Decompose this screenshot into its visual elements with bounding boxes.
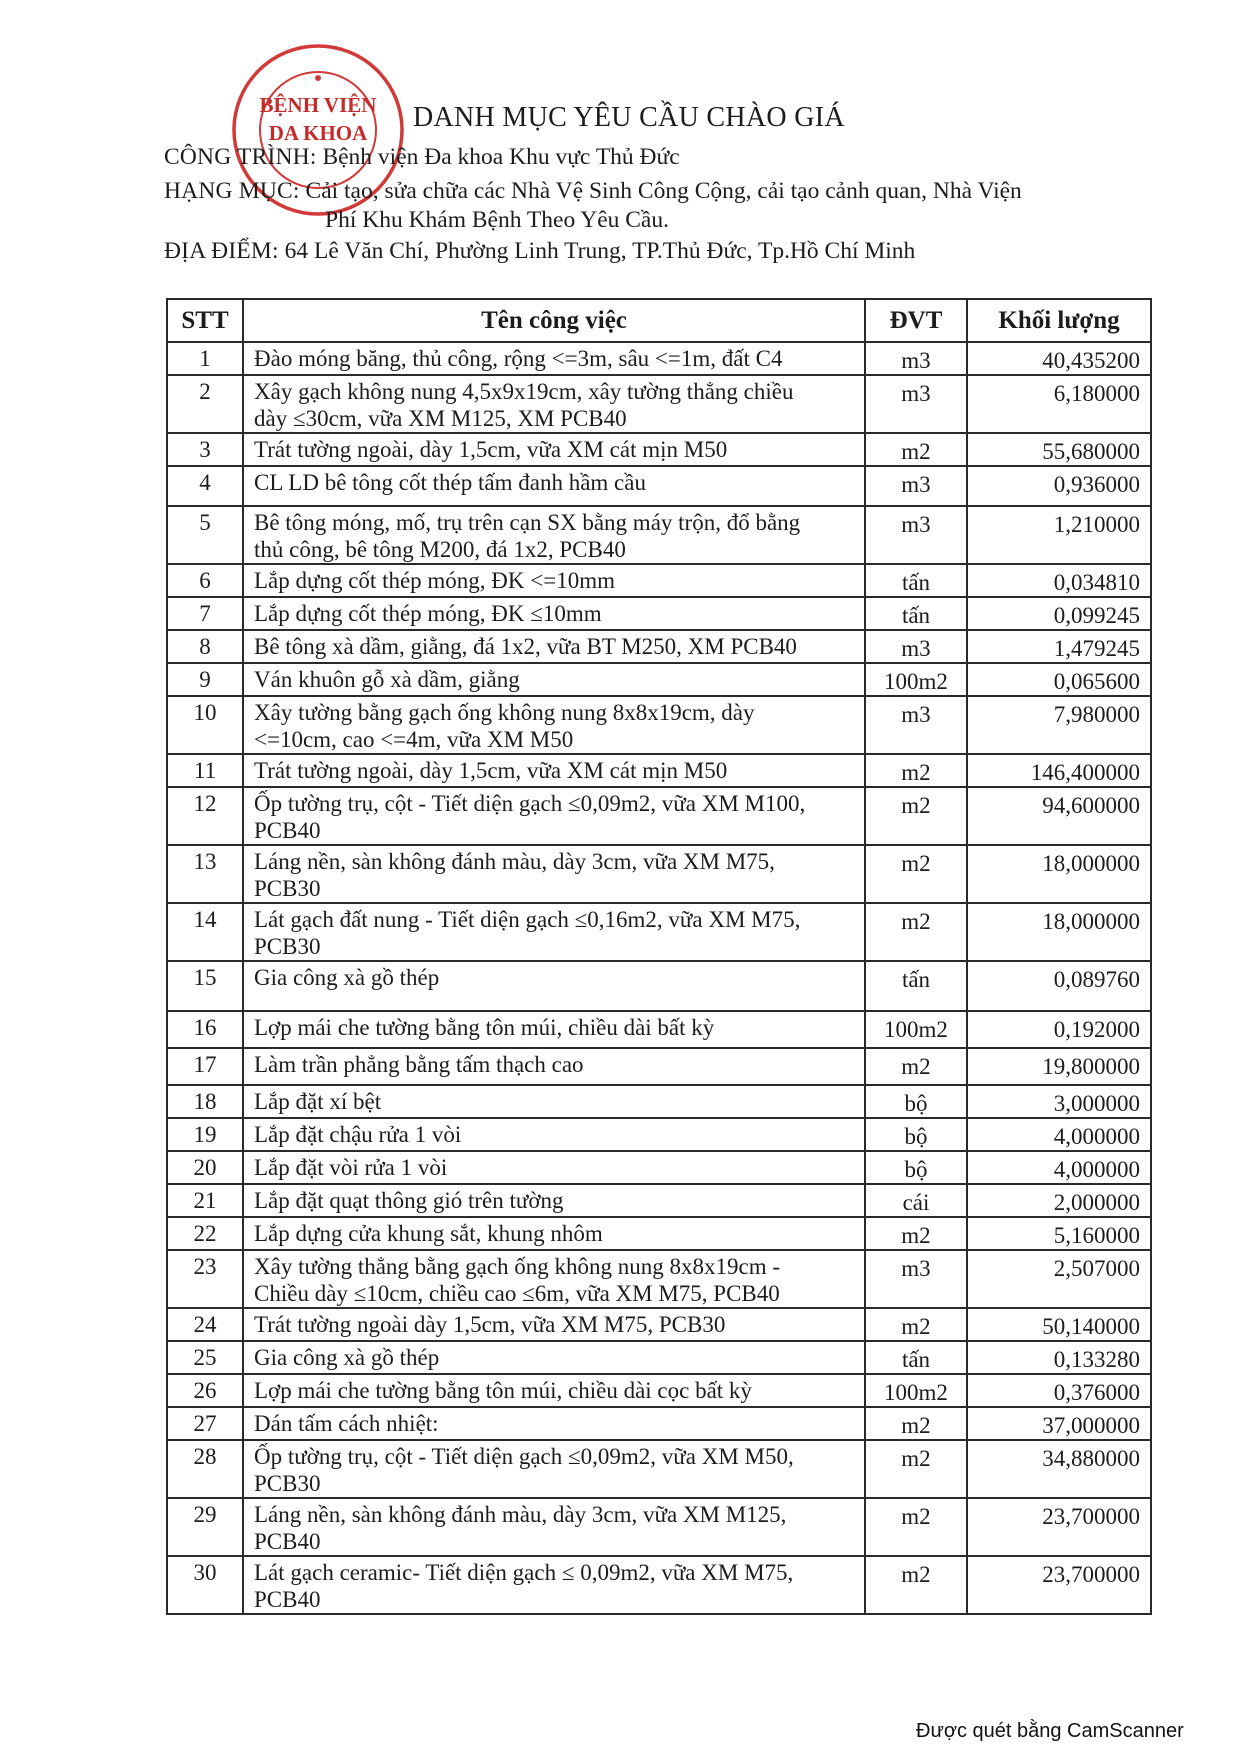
cell-stt: 7 xyxy=(167,597,243,630)
cell-stt: 21 xyxy=(167,1184,243,1217)
stamp-line2: DA KHOA xyxy=(268,121,368,145)
work-items-table xyxy=(166,298,1152,1615)
cell-qty: 1,210000 xyxy=(967,506,1151,564)
cell-unit: m3 xyxy=(865,375,967,433)
cell-unit: m3 xyxy=(865,506,967,564)
cell-unit: cái xyxy=(865,1184,967,1217)
cell-name-line: Trát tường ngoài dày 1,5cm, vữa XM M75, PCB30 xyxy=(254,1312,726,1337)
cell-name-line: Lợp mái che tường bằng tôn múi, chiều dài cọc bất kỳ xyxy=(254,1378,752,1403)
cell-qty: 0,133280 xyxy=(967,1341,1151,1374)
cell-unit: bộ xyxy=(865,1118,967,1151)
cell-name xyxy=(243,1341,865,1374)
cell-qty: 2,000000 xyxy=(967,1184,1151,1217)
cell-name-line: Ván khuôn gỗ xà dầm, giằng xyxy=(254,667,520,692)
cell-name xyxy=(243,597,865,630)
cell-qty: 50,140000 xyxy=(967,1308,1151,1341)
cell-unit: m2 xyxy=(865,903,967,961)
cell-name-line: Đào móng băng, thủ công, rộng <=3m, sâu <=1m, đất C4 xyxy=(254,346,783,371)
stamp-line1: BỆNH VIỆN xyxy=(259,93,377,117)
cell-unit: m2 xyxy=(865,1217,967,1250)
cell-stt: 12 xyxy=(167,787,243,845)
cell-unit: tấn xyxy=(865,961,967,1011)
cell-name xyxy=(243,506,865,564)
cell-name-line: Lắp đặt chậu rửa 1 vòi xyxy=(254,1122,462,1147)
cell-stt: 13 xyxy=(167,845,243,903)
table-row xyxy=(167,1407,1151,1440)
cell-name-line: Lát gạch đất nung - Tiết diện gạch ≤0,16m2, vữa XM M75, xyxy=(254,907,801,932)
cell-name-line: CL LD bê tông cốt thép tấm đanh hầm cầu xyxy=(254,470,646,495)
cell-stt: 1 xyxy=(167,342,243,375)
cell-name xyxy=(243,564,865,597)
cell-name-line: <=10cm, cao <=4m, vữa XM M50 xyxy=(254,727,574,752)
cell-unit: m3 xyxy=(865,1250,967,1308)
cell-name xyxy=(243,1250,865,1308)
cell-qty: 146,400000 xyxy=(967,754,1151,787)
location-value: 64 Lê Văn Chí, Phường Linh Trung, TP.Thủ Đức, Tp.Hồ Chí Minh xyxy=(284,238,916,264)
cell-name xyxy=(243,961,865,1011)
table-row xyxy=(167,845,1151,903)
cell-stt: 25 xyxy=(167,1341,243,1374)
cell-unit: m2 xyxy=(865,433,967,466)
cell-name xyxy=(243,1184,865,1217)
table-row xyxy=(167,1440,1151,1498)
cell-stt: 30 xyxy=(167,1556,243,1614)
cell-name-line: Trát tường ngoài, dày 1,5cm, vữa XM cát mịn M50 xyxy=(254,437,728,462)
table-row xyxy=(167,1308,1151,1341)
cell-qty: 19,800000 xyxy=(967,1048,1151,1085)
cell-unit: m3 xyxy=(865,342,967,375)
cell-stt: 24 xyxy=(167,1308,243,1341)
cell-unit: m2 xyxy=(865,754,967,787)
cell-qty: 18,000000 xyxy=(967,903,1151,961)
cell-name-line: Xây gạch không nung 4,5x9x19cm, xây tường thẳng chiều xyxy=(254,379,794,404)
cell-unit: tấn xyxy=(865,1341,967,1374)
table-row xyxy=(167,903,1151,961)
cell-qty: 5,160000 xyxy=(967,1217,1151,1250)
cell-name-line: PCB30 xyxy=(254,1471,321,1496)
cell-qty: 0,099245 xyxy=(967,597,1151,630)
cell-stt: 23 xyxy=(167,1250,243,1308)
construction-label: CÔNG TRÌNH: xyxy=(164,144,317,170)
cell-name-line: dày ≤30cm, vữa XM M125, XM PCB40 xyxy=(254,406,627,431)
construction-line xyxy=(164,143,680,171)
cell-name xyxy=(243,1011,865,1048)
table-row xyxy=(167,375,1151,433)
cell-stt: 16 xyxy=(167,1011,243,1048)
cell-name-line: thủ công, bê tông M200, đá 1x2, PCB40 xyxy=(254,537,626,562)
cell-name-line: Bê tông móng, mố, trụ trên cạn SX bằng máy trộn, đổ bằng xyxy=(254,510,801,535)
header-qty: Khối lượng xyxy=(967,299,1151,342)
table-row xyxy=(167,433,1151,466)
table-row xyxy=(167,1217,1151,1250)
cell-stt: 22 xyxy=(167,1217,243,1250)
cell-name xyxy=(243,1407,865,1440)
cell-name xyxy=(243,1440,865,1498)
cell-name-line: Trát tường ngoài, dày 1,5cm, vữa XM cát mịn M50 xyxy=(254,758,728,783)
cell-name xyxy=(243,754,865,787)
cell-stt: 18 xyxy=(167,1085,243,1118)
cell-unit: 100m2 xyxy=(865,663,967,696)
cell-stt: 4 xyxy=(167,466,243,506)
item-label: HẠNG MỤC: xyxy=(164,178,300,204)
cell-stt: 26 xyxy=(167,1374,243,1407)
cell-qty: 23,700000 xyxy=(967,1556,1151,1614)
cell-stt: 6 xyxy=(167,564,243,597)
table-row xyxy=(167,754,1151,787)
construction-value: Bệnh viện Đa khoa Khu vực Thủ Đức xyxy=(322,144,680,170)
cell-qty: 0,034810 xyxy=(967,564,1151,597)
cell-name-line: Ốp tường trụ, cột - Tiết diện gạch ≤0,09m2, vữa XM M100, xyxy=(254,791,806,816)
cell-qty: 0,192000 xyxy=(967,1011,1151,1048)
cell-unit: m2 xyxy=(865,845,967,903)
cell-name-line: Dán tấm cách nhiệt: xyxy=(254,1411,439,1436)
table-row xyxy=(167,1184,1151,1217)
header-name: Tên công việc xyxy=(243,299,865,342)
cell-name-line: Lắp đặt quạt thông gió trên tường xyxy=(254,1188,564,1213)
cell-name-line: Lát gạch ceramic- Tiết diện gạch ≤ 0,09m2, vữa XM M75, xyxy=(254,1560,794,1585)
cell-unit: m3 xyxy=(865,466,967,506)
cell-name-line: Bê tông xà dầm, giằng, đá 1x2, vữa BT M250, XM PCB40 xyxy=(254,634,797,659)
cell-stt: 9 xyxy=(167,663,243,696)
cell-qty: 1,479245 xyxy=(967,630,1151,663)
cell-name xyxy=(243,1151,865,1184)
table-body xyxy=(167,342,1151,1614)
cell-stt: 11 xyxy=(167,754,243,787)
cell-name xyxy=(243,903,865,961)
cell-qty: 40,435200 xyxy=(967,342,1151,375)
table-row xyxy=(167,1048,1151,1085)
location-line xyxy=(164,237,915,265)
cell-stt: 15 xyxy=(167,961,243,1011)
cell-name-line: Láng nền, sàn không đánh màu, dày 3cm, vữa XM M75, xyxy=(254,849,775,874)
cell-qty: 4,000000 xyxy=(967,1118,1151,1151)
cell-stt: 3 xyxy=(167,433,243,466)
cell-qty: 0,376000 xyxy=(967,1374,1151,1407)
item-line xyxy=(164,177,1022,205)
location-label: ĐỊA ĐIỂM: xyxy=(164,238,279,264)
cell-unit: m3 xyxy=(865,696,967,754)
cell-qty: 34,880000 xyxy=(967,1440,1151,1498)
cell-unit: m2 xyxy=(865,1498,967,1556)
cell-name-line: Lắp dựng cửa khung sắt, khung nhôm xyxy=(254,1221,603,1246)
cell-stt: 5 xyxy=(167,506,243,564)
cell-unit: tấn xyxy=(865,597,967,630)
cell-qty: 94,600000 xyxy=(967,787,1151,845)
table-row xyxy=(167,1556,1151,1614)
cell-name-line: Lắp dựng cốt thép móng, ĐK ≤10mm xyxy=(254,601,602,626)
cell-unit: m2 xyxy=(865,787,967,845)
cell-unit: bộ xyxy=(865,1151,967,1184)
cell-stt: 28 xyxy=(167,1440,243,1498)
cell-qty: 37,000000 xyxy=(967,1407,1151,1440)
cell-name-line: Ốp tường trụ, cột - Tiết diện gạch ≤0,09m2, vữa XM M50, xyxy=(254,1444,794,1469)
cell-name-line: Lắp đặt vòi rửa 1 vòi xyxy=(254,1155,448,1180)
cell-name xyxy=(243,845,865,903)
cell-stt: 17 xyxy=(167,1048,243,1085)
cell-qty: 0,065600 xyxy=(967,663,1151,696)
table-row xyxy=(167,696,1151,754)
cell-name-line: Chiều dày ≤10cm, chiều cao ≤6m, vữa XM M75, PCB40 xyxy=(254,1281,780,1306)
cell-name xyxy=(243,1556,865,1614)
cell-qty: 3,000000 xyxy=(967,1085,1151,1118)
table-row xyxy=(167,597,1151,630)
cell-qty: 18,000000 xyxy=(967,845,1151,903)
table-row xyxy=(167,1151,1151,1184)
cell-name-line: Gia công xà gồ thép xyxy=(254,1345,440,1370)
cell-name-line: Lắp đặt xí bệt xyxy=(254,1089,382,1114)
cell-qty: 2,507000 xyxy=(967,1250,1151,1308)
table-row xyxy=(167,506,1151,564)
cell-stt: 14 xyxy=(167,903,243,961)
cell-name xyxy=(243,696,865,754)
table-row xyxy=(167,1341,1151,1374)
cell-unit: 100m2 xyxy=(865,1374,967,1407)
cell-qty: 4,000000 xyxy=(967,1151,1151,1184)
table-row xyxy=(167,787,1151,845)
table-row xyxy=(167,961,1151,1011)
scanner-watermark: Được quét bằng CamScanner xyxy=(916,1720,1184,1742)
cell-qty: 55,680000 xyxy=(967,433,1151,466)
cell-name xyxy=(243,663,865,696)
cell-name-line: Lắp dựng cốt thép móng, ĐK <=10mm xyxy=(254,568,616,593)
cell-stt: 10 xyxy=(167,696,243,754)
cell-unit: tấn xyxy=(865,564,967,597)
cell-name-line: Gia công xà gồ thép xyxy=(254,965,440,990)
table-row xyxy=(167,466,1151,506)
cell-name-line: Xây tường thẳng bằng gạch ống không nung 8x8x19cm - xyxy=(254,1254,781,1279)
cell-unit: m3 xyxy=(865,630,967,663)
cell-qty: 0,089760 xyxy=(967,961,1151,1011)
cell-name-line: PCB30 xyxy=(254,934,321,959)
cell-name xyxy=(243,375,865,433)
cell-stt: 29 xyxy=(167,1498,243,1556)
cell-name xyxy=(243,342,865,375)
table-header-row xyxy=(167,299,1151,342)
cell-stt: 19 xyxy=(167,1118,243,1151)
cell-name xyxy=(243,787,865,845)
cell-unit: m2 xyxy=(865,1407,967,1440)
table-row xyxy=(167,1498,1151,1556)
cell-unit: 100m2 xyxy=(865,1011,967,1048)
cell-name-line: Xây tường bằng gạch ống không nung 8x8x19cm, dày xyxy=(254,700,755,725)
document-title: DANH MỤC YÊU CẦU CHÀO GIÁ xyxy=(413,102,845,133)
item-value-line2: Phí Khu Khám Bệnh Theo Yêu Cầu. xyxy=(325,207,669,233)
cell-qty: 23,700000 xyxy=(967,1498,1151,1556)
item-value-line1: Cải tạo, sửa chữa các Nhà Vệ Sinh Công Cộng, cải tạo cảnh quan, Nhà Viện xyxy=(305,178,1022,204)
cell-name xyxy=(243,630,865,663)
cell-stt: 8 xyxy=(167,630,243,663)
cell-unit: m2 xyxy=(865,1556,967,1614)
cell-qty: 0,936000 xyxy=(967,466,1151,506)
cell-name xyxy=(243,433,865,466)
table-row xyxy=(167,1085,1151,1118)
cell-unit: m2 xyxy=(865,1308,967,1341)
cell-name-line: PCB30 xyxy=(254,876,321,901)
table-row xyxy=(167,1250,1151,1308)
cell-unit: bộ xyxy=(865,1085,967,1118)
table-row xyxy=(167,1374,1151,1407)
table-row xyxy=(167,342,1151,375)
cell-name xyxy=(243,1308,865,1341)
cell-name xyxy=(243,1217,865,1250)
cell-name xyxy=(243,1374,865,1407)
cell-name xyxy=(243,1118,865,1151)
table-row xyxy=(167,1011,1151,1048)
table-row xyxy=(167,630,1151,663)
cell-name xyxy=(243,1498,865,1556)
cell-name xyxy=(243,1085,865,1118)
table-row xyxy=(167,1118,1151,1151)
cell-name xyxy=(243,466,865,506)
cell-stt: 2 xyxy=(167,375,243,433)
cell-name-line: Lợp mái che tường bằng tôn múi, chiều dài bất kỳ xyxy=(254,1015,715,1040)
cell-name-line: Làm trần phẳng bằng tấm thạch cao xyxy=(254,1052,584,1077)
table-row xyxy=(167,663,1151,696)
cell-qty: 7,980000 xyxy=(967,696,1151,754)
cell-qty: 6,180000 xyxy=(967,375,1151,433)
cell-stt: 27 xyxy=(167,1407,243,1440)
cell-stt: 20 xyxy=(167,1151,243,1184)
stamp-star xyxy=(315,75,321,81)
cell-unit: m2 xyxy=(865,1048,967,1085)
cell-name-line: PCB40 xyxy=(254,1587,321,1612)
cell-name-line: PCB40 xyxy=(254,1529,321,1554)
cell-name-line: PCB40 xyxy=(254,818,321,843)
header-stt: STT xyxy=(167,299,243,342)
header-unit: ĐVT xyxy=(865,299,967,342)
cell-name xyxy=(243,1048,865,1085)
cell-name-line: Láng nền, sàn không đánh màu, dày 3cm, vữa XM M125, xyxy=(254,1502,787,1527)
table-row xyxy=(167,564,1151,597)
cell-unit: m2 xyxy=(865,1440,967,1498)
